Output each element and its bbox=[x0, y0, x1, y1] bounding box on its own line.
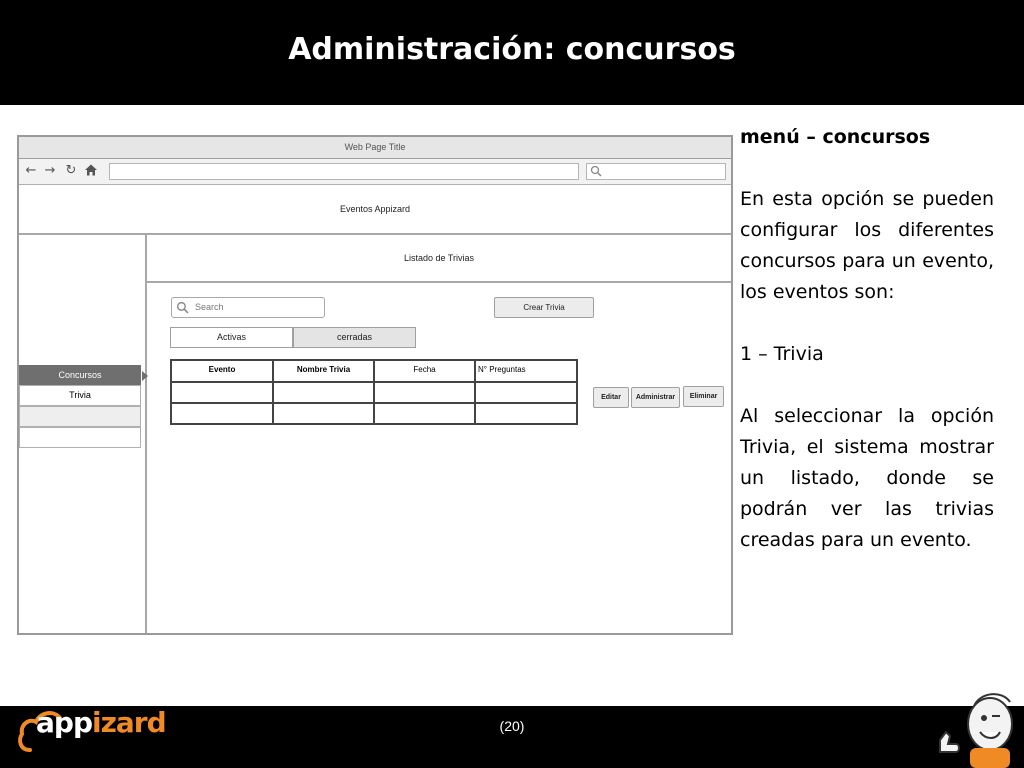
table-header-nombre-trivia: Nombre Trivia bbox=[274, 361, 375, 383]
description-paragraph: En esta opción se pueden configurar los diferentes concursos para un evento, los eventos son: bbox=[740, 188, 994, 303]
content-header bbox=[147, 235, 731, 283]
delete-button[interactable]: Eliminar bbox=[683, 386, 724, 407]
logo-wordmark: appizard bbox=[36, 706, 166, 739]
address-bar[interactable] bbox=[109, 163, 579, 180]
table-cell[interactable] bbox=[172, 383, 274, 404]
sidebar-item-concursos[interactable] bbox=[19, 365, 141, 386]
back-arrow-icon[interactable]: ← bbox=[25, 163, 37, 178]
browser-search-field[interactable] bbox=[586, 163, 726, 180]
mockup-window-title: Web Page Title bbox=[344, 142, 406, 152]
edit-button[interactable]: Editar bbox=[593, 387, 629, 408]
search-placeholder: Search bbox=[195, 302, 224, 312]
tab-cerradas[interactable]: cerradas bbox=[293, 327, 416, 348]
mascot-thumbs-up-icon bbox=[930, 686, 1024, 768]
table-cell[interactable] bbox=[476, 383, 576, 404]
search-input[interactable] bbox=[171, 297, 325, 318]
browser-mockup bbox=[17, 135, 733, 635]
description-heading: menú – concursos bbox=[740, 126, 931, 148]
description-panel bbox=[740, 122, 994, 556]
description-list-item: 1 – Trivia bbox=[740, 343, 824, 365]
search-icon bbox=[590, 165, 602, 177]
description-paragraph: Al seleccionar la opción Trivia, el sistema mostrar un listado, donde se podrán ver las trivias creadas para un evento. bbox=[740, 405, 994, 551]
administrar-button[interactable]: Administrar bbox=[631, 387, 680, 408]
search-icon bbox=[176, 301, 189, 314]
sidebar-item-empty[interactable] bbox=[19, 406, 141, 427]
tab-activas[interactable]: Activas bbox=[170, 327, 293, 348]
sidebar-item-label: Trivia bbox=[69, 390, 91, 400]
sidebar bbox=[19, 235, 147, 633]
slide-title: Administración: concursos bbox=[288, 32, 736, 67]
table-header-fecha: Fecha bbox=[375, 361, 476, 383]
sidebar-item-trivia[interactable] bbox=[19, 385, 141, 406]
active-indicator-arrow bbox=[142, 371, 148, 381]
app-header bbox=[19, 185, 731, 235]
sidebar-item-label: Concursos bbox=[58, 370, 102, 380]
table-cell[interactable] bbox=[476, 404, 576, 423]
slide-header bbox=[0, 0, 1024, 105]
create-trivia-button[interactable]: Crear Trivia bbox=[494, 297, 594, 318]
trivia-table bbox=[170, 359, 578, 425]
content-title: Listado de Trivias bbox=[403, 253, 475, 263]
table-cell[interactable] bbox=[274, 383, 375, 404]
table-header-preguntas: N° Preguntas bbox=[476, 361, 576, 383]
home-icon[interactable] bbox=[83, 163, 99, 179]
table-cell[interactable] bbox=[375, 404, 476, 423]
table-header-evento: Evento bbox=[172, 361, 274, 383]
page-number: (20) bbox=[499, 718, 525, 734]
table-cell[interactable] bbox=[375, 383, 476, 404]
table-cell[interactable] bbox=[274, 404, 375, 423]
app-title: Eventos Appizard bbox=[339, 204, 411, 214]
mockup-navbar bbox=[19, 159, 731, 185]
appizard-logo bbox=[16, 692, 166, 762]
mockup-titlebar bbox=[19, 137, 731, 159]
reload-icon[interactable]: ↻ bbox=[65, 163, 77, 178]
sidebar-item-empty[interactable] bbox=[19, 427, 141, 448]
forward-arrow-icon[interactable]: → bbox=[44, 163, 56, 178]
table-cell[interactable] bbox=[172, 404, 274, 423]
